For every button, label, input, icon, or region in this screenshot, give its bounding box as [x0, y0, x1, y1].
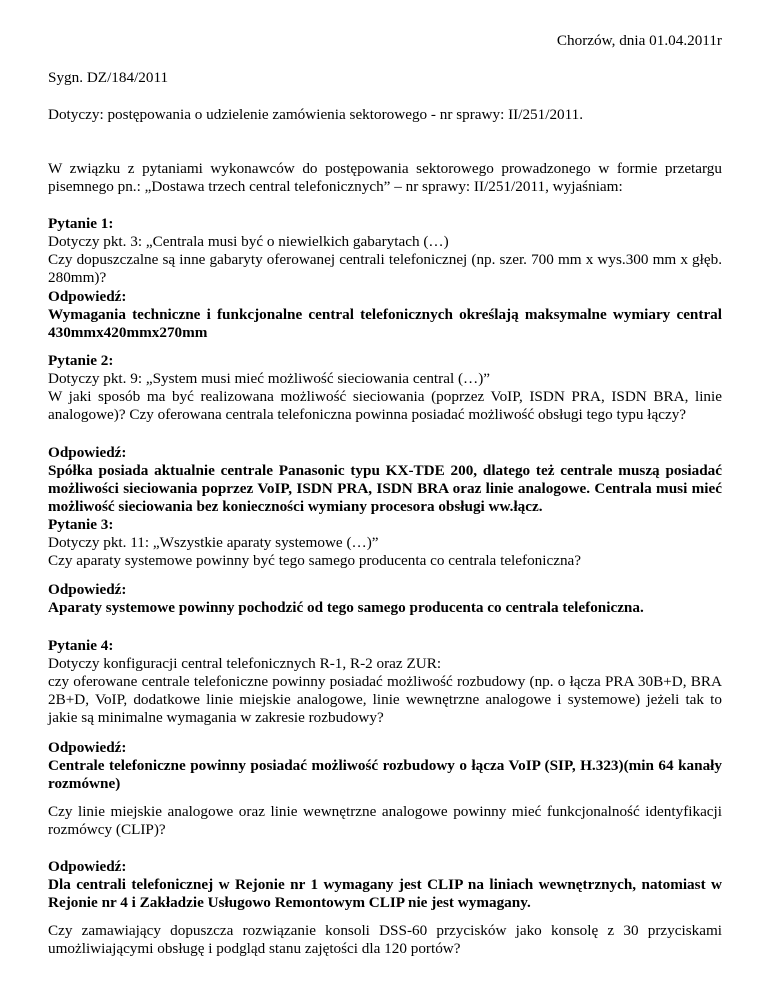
question-5-text: Czy linie miejskie analogowe oraz linie wewnętrzne analogowe powinny mieć funkcjonalność identyfikacji rozmówcy (CLIP)?: [48, 803, 722, 838]
question-1-line2: Czy dopuszczalne są inne gabaryty oferowanej centrali telefonicznej (np. szer. 700 mm x wys.300 mm x głęb. 280mm)?: [48, 251, 722, 286]
question-4: [48, 637, 722, 727]
answer-4: [48, 739, 722, 793]
question-1: [48, 215, 722, 287]
question-2-line1: Dotyczy pkt. 9: „System musi mieć możliwość sieciowania central (…)”: [48, 370, 491, 387]
answer-5-text: Dla centrali telefonicznej w Rejonie nr 1 wymagany jest CLIP na liniach wewnętrznych, natomiast w Rejonie nr 4 i Zakładzie Usługowo Remontowym CLIP nie jest wymagany.: [48, 876, 722, 911]
answer-3-text: Aparaty systemowe powinny pochodzić od tego samego producenta co centrala telefoniczna.: [48, 599, 644, 616]
place-date: Chorzów, dnia 01.04.2011r: [556, 32, 722, 49]
question-1-line1: Dotyczy pkt. 3: „Centrala musi być o niewielkich gabarytach (…): [48, 233, 449, 250]
question-3-line2: Czy aparaty systemowe powinny być tego samego producenta co centrala telefoniczna?: [48, 552, 582, 569]
question-2-line2: W jaki sposób ma być realizowana możliwość sieciowania (poprzez VoIP, ISDN PRA, ISDN BRA, linie analogowe)? Czy oferowana centrala telefoniczna powinna posiadać możliwość obsługi tego typu łączy?: [48, 388, 722, 423]
question-4-line1: Dotyczy konfiguracji central telefonicznych R-1, R-2 oraz ZUR:: [48, 655, 442, 672]
answer-5-heading: Odpowiedź:: [48, 858, 127, 875]
answer-4-heading: Odpowiedź:: [48, 739, 127, 756]
answer-3: [48, 581, 722, 617]
answer-3-heading: Odpowiedź:: [48, 581, 127, 598]
question-3: [48, 516, 722, 570]
subject-line: Dotyczy: postępowania o udzielenie zamówienia sektorowego - nr sprawy: II/251/2011.: [48, 106, 584, 123]
answer-1: [48, 288, 722, 342]
answer-5: [48, 858, 722, 912]
intro-paragraph: W związku z pytaniami wykonawców do postępowania sektorowego prowadzonego w formie przetargu pisemnego pn.: „Dostawa trzech central telefonicznych” – nr sprawy: II/251/2011, wyjaśniam:: [48, 160, 722, 195]
question-4-line2: czy oferowane centrale telefoniczne powinny posiadać możliwość rozbudowy (np. o łącza PRA 30B+D, BRA 2B+D, VoIP, dodatkowe linie miejskie analogowe, linie wewnętrzne analogowe i systemowe) jeżeli tak to jakie są minimalne wymagania w zakresie rozbudowy?: [48, 673, 722, 726]
question-6-text: Czy zamawiający dopuszcza rozwiązanie konsoli DSS-60 przycisków jako konsolę z 30 przyciskami umożliwiającymi obsługę i podgląd stanu zajętości dla 120 portów?: [48, 922, 722, 957]
question-2-heading: Pytanie 2:: [48, 352, 114, 369]
answer-2-text: Spółka posiada aktualnie centrale Panasonic typu KX-TDE 200, dlatego też centrale muszą posiadać możliwości sieciowania poprzez VoIP, ISDN PRA, ISDN BRA oraz linie analogowe. Centrala musi mieć możliwość sieciowania bez konieczności wymiany procesora obsługi ww.łącz.: [48, 462, 722, 515]
answer-2-heading: Odpowiedź:: [48, 444, 127, 461]
answer-1-heading: Odpowiedź:: [48, 288, 127, 305]
answer-1-text: Wymagania techniczne i funkcjonalne central telefonicznych określają maksymalne wymiary central 430mmx420mmx270mm: [48, 306, 722, 341]
question-3-heading: Pytanie 3:: [48, 516, 114, 533]
question-2: [48, 352, 722, 424]
answer-2: [48, 444, 722, 516]
question-1-heading: Pytanie 1:: [48, 215, 114, 232]
signature-number: Sygn. DZ/184/2011: [48, 69, 169, 86]
answer-4-text: Centrale telefoniczne powinny posiadać możliwość rozbudowy o łącza VoIP (SIP, H.323)(min 64 kanały rozmówne): [48, 757, 722, 792]
question-3-line1: Dotyczy pkt. 11: „Wszystkie aparaty systemowe (…)”: [48, 534, 379, 551]
question-4-heading: Pytanie 4:: [48, 637, 114, 654]
